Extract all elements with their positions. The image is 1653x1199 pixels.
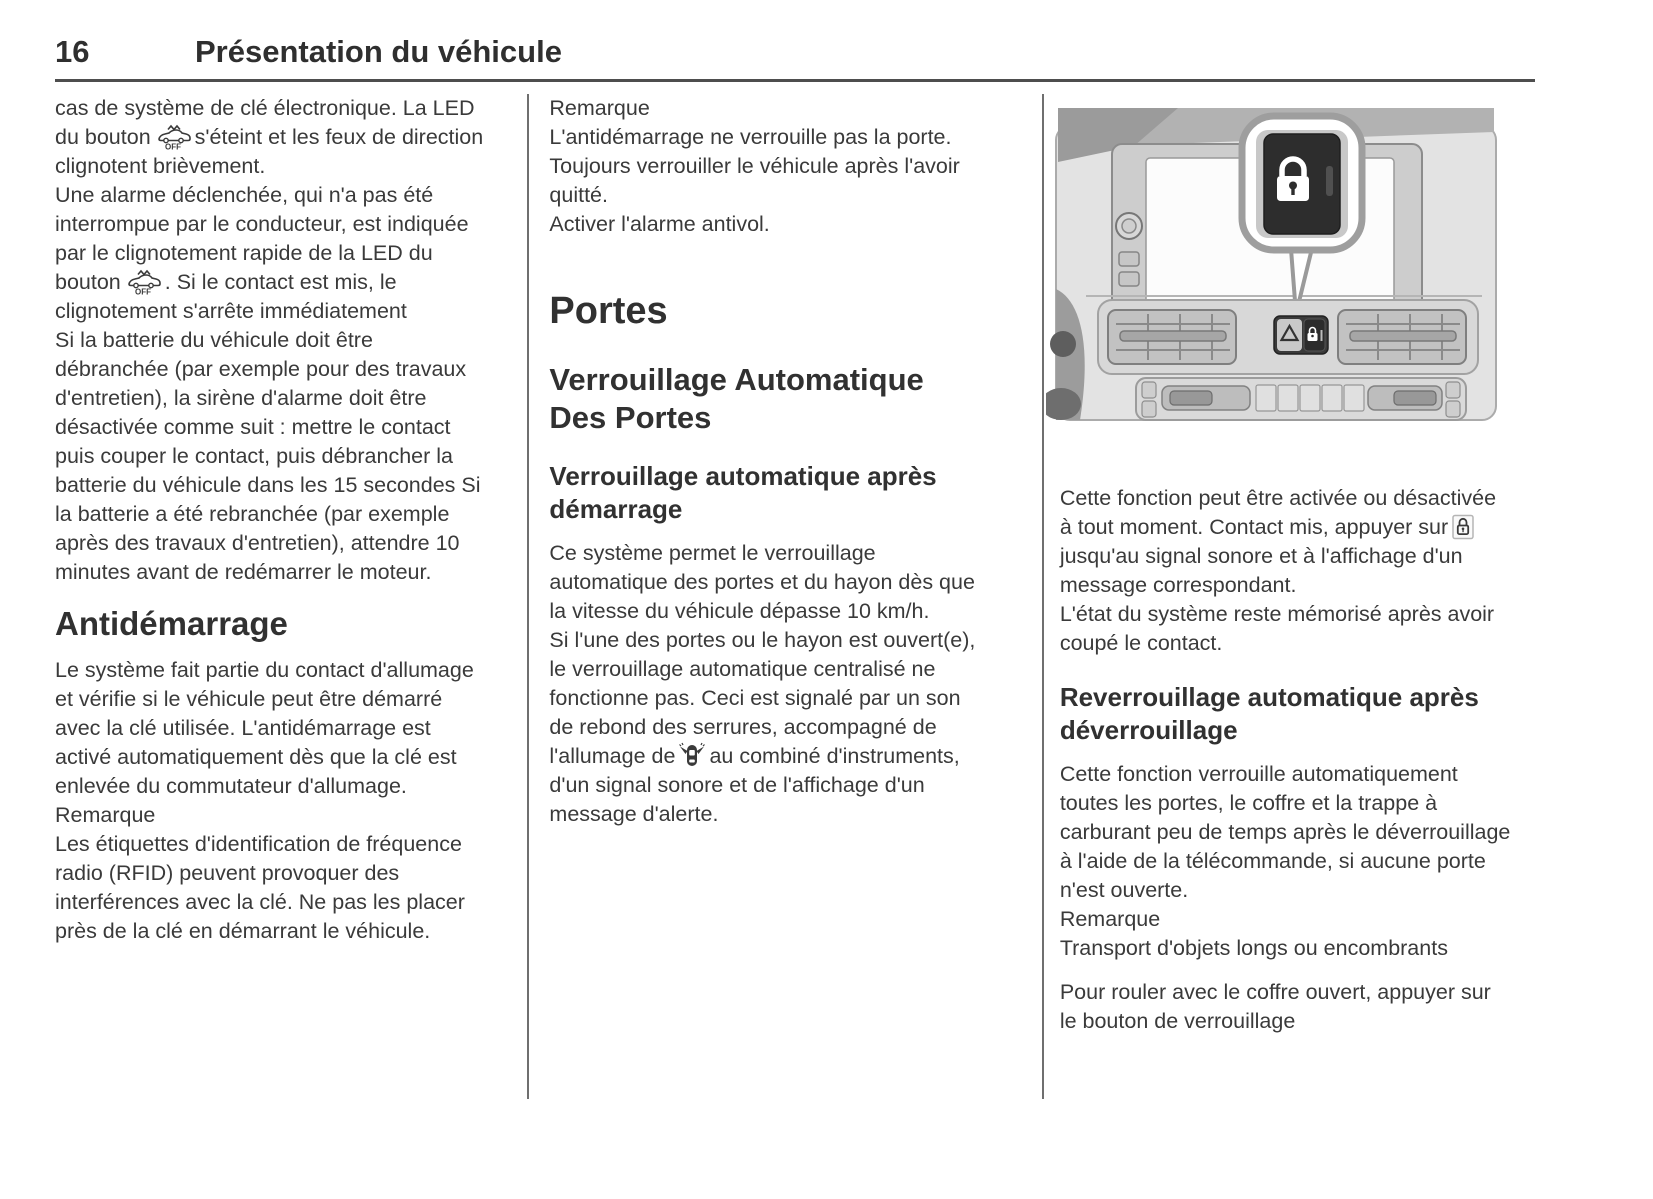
note-text: Les étiquettes d'identification de fréquence radio (RFID) peuvent provoquer des interférences avec la clé. Ne pas les placer près de la clé en démarrant le véhicule. — [55, 832, 465, 943]
subheading-reverrouillage-apres-deverrouillage: Reverrouillage automatique après déverrouillage — [1059, 682, 1479, 745]
lock-button-icon — [1452, 513, 1474, 540]
right-air-vent — [1338, 310, 1466, 364]
heading-antidemarrage: Antidémarrage — [55, 605, 288, 642]
note-text: Transport d'objets longs ou encombrants — [1059, 936, 1448, 960]
callout-lock-button — [1242, 116, 1362, 250]
column-3 — [1044, 94, 1653, 1099]
car-alarm-off-icon — [155, 123, 191, 150]
climate-button — [1300, 385, 1320, 411]
note-label: Remarque — [55, 803, 156, 827]
body-text: cas de système de clé électronique. La LED du bouton — [55, 96, 475, 149]
body-text: jusqu'au signal sonore et à l'affichage d'un message correspondant. — [1059, 544, 1463, 597]
dashboard-illustration — [1046, 104, 1506, 424]
body-text: . Si le contact est mis, le clignotement s'arrête immédiatement — [55, 270, 407, 323]
note-label: Remarque — [1059, 907, 1161, 931]
paragraph: Cette fonction verrouille automatiquement toutes les portes, le coffre et la trappe à carburant peu de temps après le déverrouillage à l'aide de la télécommande, si aucune porte n'est ouverte. — [1059, 762, 1511, 902]
column-1 — [55, 94, 527, 1099]
bezel-button — [1119, 272, 1139, 286]
paragraph — [55, 94, 486, 181]
paragraph: Si la batterie du véhicule doit être débranchée (par exemple pour des travaux d'entretien), la sirène d'alarme doit être désactivée comme suit : mettre le contact puis couper le contact, puis débrancher la batterie du véhicule dans les 15 secondes Si la batterie a été rebranchée (par exemple après des travaux d'entretien), attendre 10 minutes avant de redémarrer le moteur. — [55, 328, 481, 584]
body-text: Une alarme déclenchée, qui n'a pas été interrompue par le conducteur, est indiquée par le clignotement rapide de la LED du bouton — [55, 183, 469, 294]
paragraph — [55, 181, 486, 326]
page-header — [55, 34, 1535, 82]
paragraph — [549, 626, 980, 829]
center-button-panel — [1274, 316, 1328, 354]
paragraph: L'état du système reste mémorisé après avoir coupé le contact. — [1059, 602, 1495, 655]
note-text: Activer l'alarme antivol. — [549, 212, 770, 236]
column-2 — [529, 94, 1041, 1099]
doors-open-warning-icon — [679, 742, 705, 769]
column-3-text — [1060, 484, 1512, 1036]
climate-button — [1322, 385, 1342, 411]
paragraph: Pour rouler avec le coffre ouvert, appuyer sur le bouton de verrouillage — [1059, 980, 1491, 1033]
page-number: 16 — [55, 34, 90, 69]
note-label: Remarque — [549, 96, 650, 120]
subheading-verrouillage-apres-demarrage: Verrouillage automatique après démarrage — [549, 461, 937, 524]
body-text: s'éteint et les feux de direction clignotent brièvement. — [55, 125, 484, 178]
climate-button — [1278, 385, 1298, 411]
climate-button — [1344, 385, 1364, 411]
bezel-button — [1119, 252, 1139, 266]
page-title: Présentation du véhicule — [195, 34, 562, 69]
climate-control-panel — [1136, 378, 1466, 420]
left-air-vent — [1108, 310, 1236, 364]
note-text: L'antidémarrage ne verrouille pas la porte. Toujours verrouiller le véhicule après l'avoir quitté. — [549, 125, 960, 207]
climate-button — [1256, 385, 1276, 411]
heading-verrouillage-automatique-des-portes: Verrouillage Automatique Des Portes — [549, 362, 924, 435]
svg-text:OFF: OFF — [164, 142, 181, 150]
car-alarm-off-icon — [125, 268, 161, 295]
heading-portes: Portes — [549, 290, 668, 332]
paragraph: Ce système permet le verrouillage automatique des portes et du hayon dès que la vitesse du véhicule dépasse 10 km/h. — [549, 541, 975, 623]
body-text: Cette fonction peut être activée ou désactivée à tout moment. Contact mis, appuyer sur — [1059, 486, 1497, 539]
svg-text:OFF: OFF — [134, 287, 151, 295]
paragraph — [1060, 484, 1512, 600]
paragraph: Le système fait partie du contact d'allumage et vérifie si le véhicule peut être démarré avec la clé utilisée. L'antidémarrage est activé automatiquement dès que la clé est enlevée du commutateur d'allumage. — [55, 658, 474, 798]
content-columns — [55, 94, 1653, 1099]
body-text: Si l'une des portes ou le hayon est ouvert(e), le verrouillage automatique centralisé ne fonctionne pas. Ceci est signalé par un son de rebond des serrures, accompagné de l'allumage de — [549, 628, 976, 768]
body-text: au combiné d'instruments, d'un signal sonore et de l'affichage d'un message d'alerte. — [549, 744, 960, 826]
